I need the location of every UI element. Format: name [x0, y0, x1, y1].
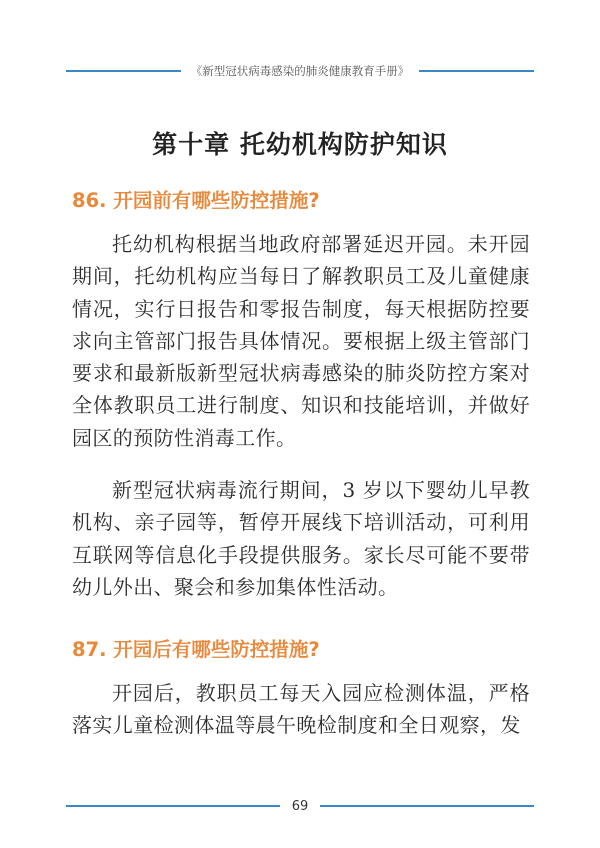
page-number: 69 [291, 798, 309, 814]
running-header [66, 62, 534, 80]
header-rule-right [419, 70, 534, 72]
header-rule-left [66, 70, 181, 72]
question-heading-87: 87. 开园后有哪些防控措施? [72, 638, 320, 661]
paragraph-86-2: 新型冠状病毒流行期间，3 岁以下婴幼儿早教机构、亲子园等，暂停开展线下培训活动，可利用互联网等信息化手段提供服务。家长尽可能不要带幼儿外出、聚会和参加集体性活动。 [72, 478, 530, 599]
paragraph-86-1: 托幼机构根据当地政府部署延迟开园。未开园期间，托幼机构应当每日了解教职员工及儿童健康情况，实行日报告和零报告制度，每天根据防控要求向主管部门报告具体情况。要根据上级主管部门要求和最新版新型冠状病毒感染的肺炎防控方案对全体教职员工进行制度、知识和技能培训，并做好园区的预防性消毒工作。 [72, 232, 530, 450]
footer-rule-right [320, 805, 534, 807]
paragraph-87-1: 开园后，教职员工每天入园应检测体温，严格落实儿童检测体温等晨午晚检制度和全日观察，发 [72, 681, 530, 738]
question-heading-86: 86. 开园前有哪些防控措施? [72, 189, 320, 212]
chapter-title: 第十章 托幼机构防护知识 [152, 130, 448, 159]
page-footer [66, 796, 534, 816]
footer-rule-left [66, 805, 280, 807]
book-title: 《新型冠状病毒感染的肺炎健康教育手册》 [190, 64, 410, 78]
